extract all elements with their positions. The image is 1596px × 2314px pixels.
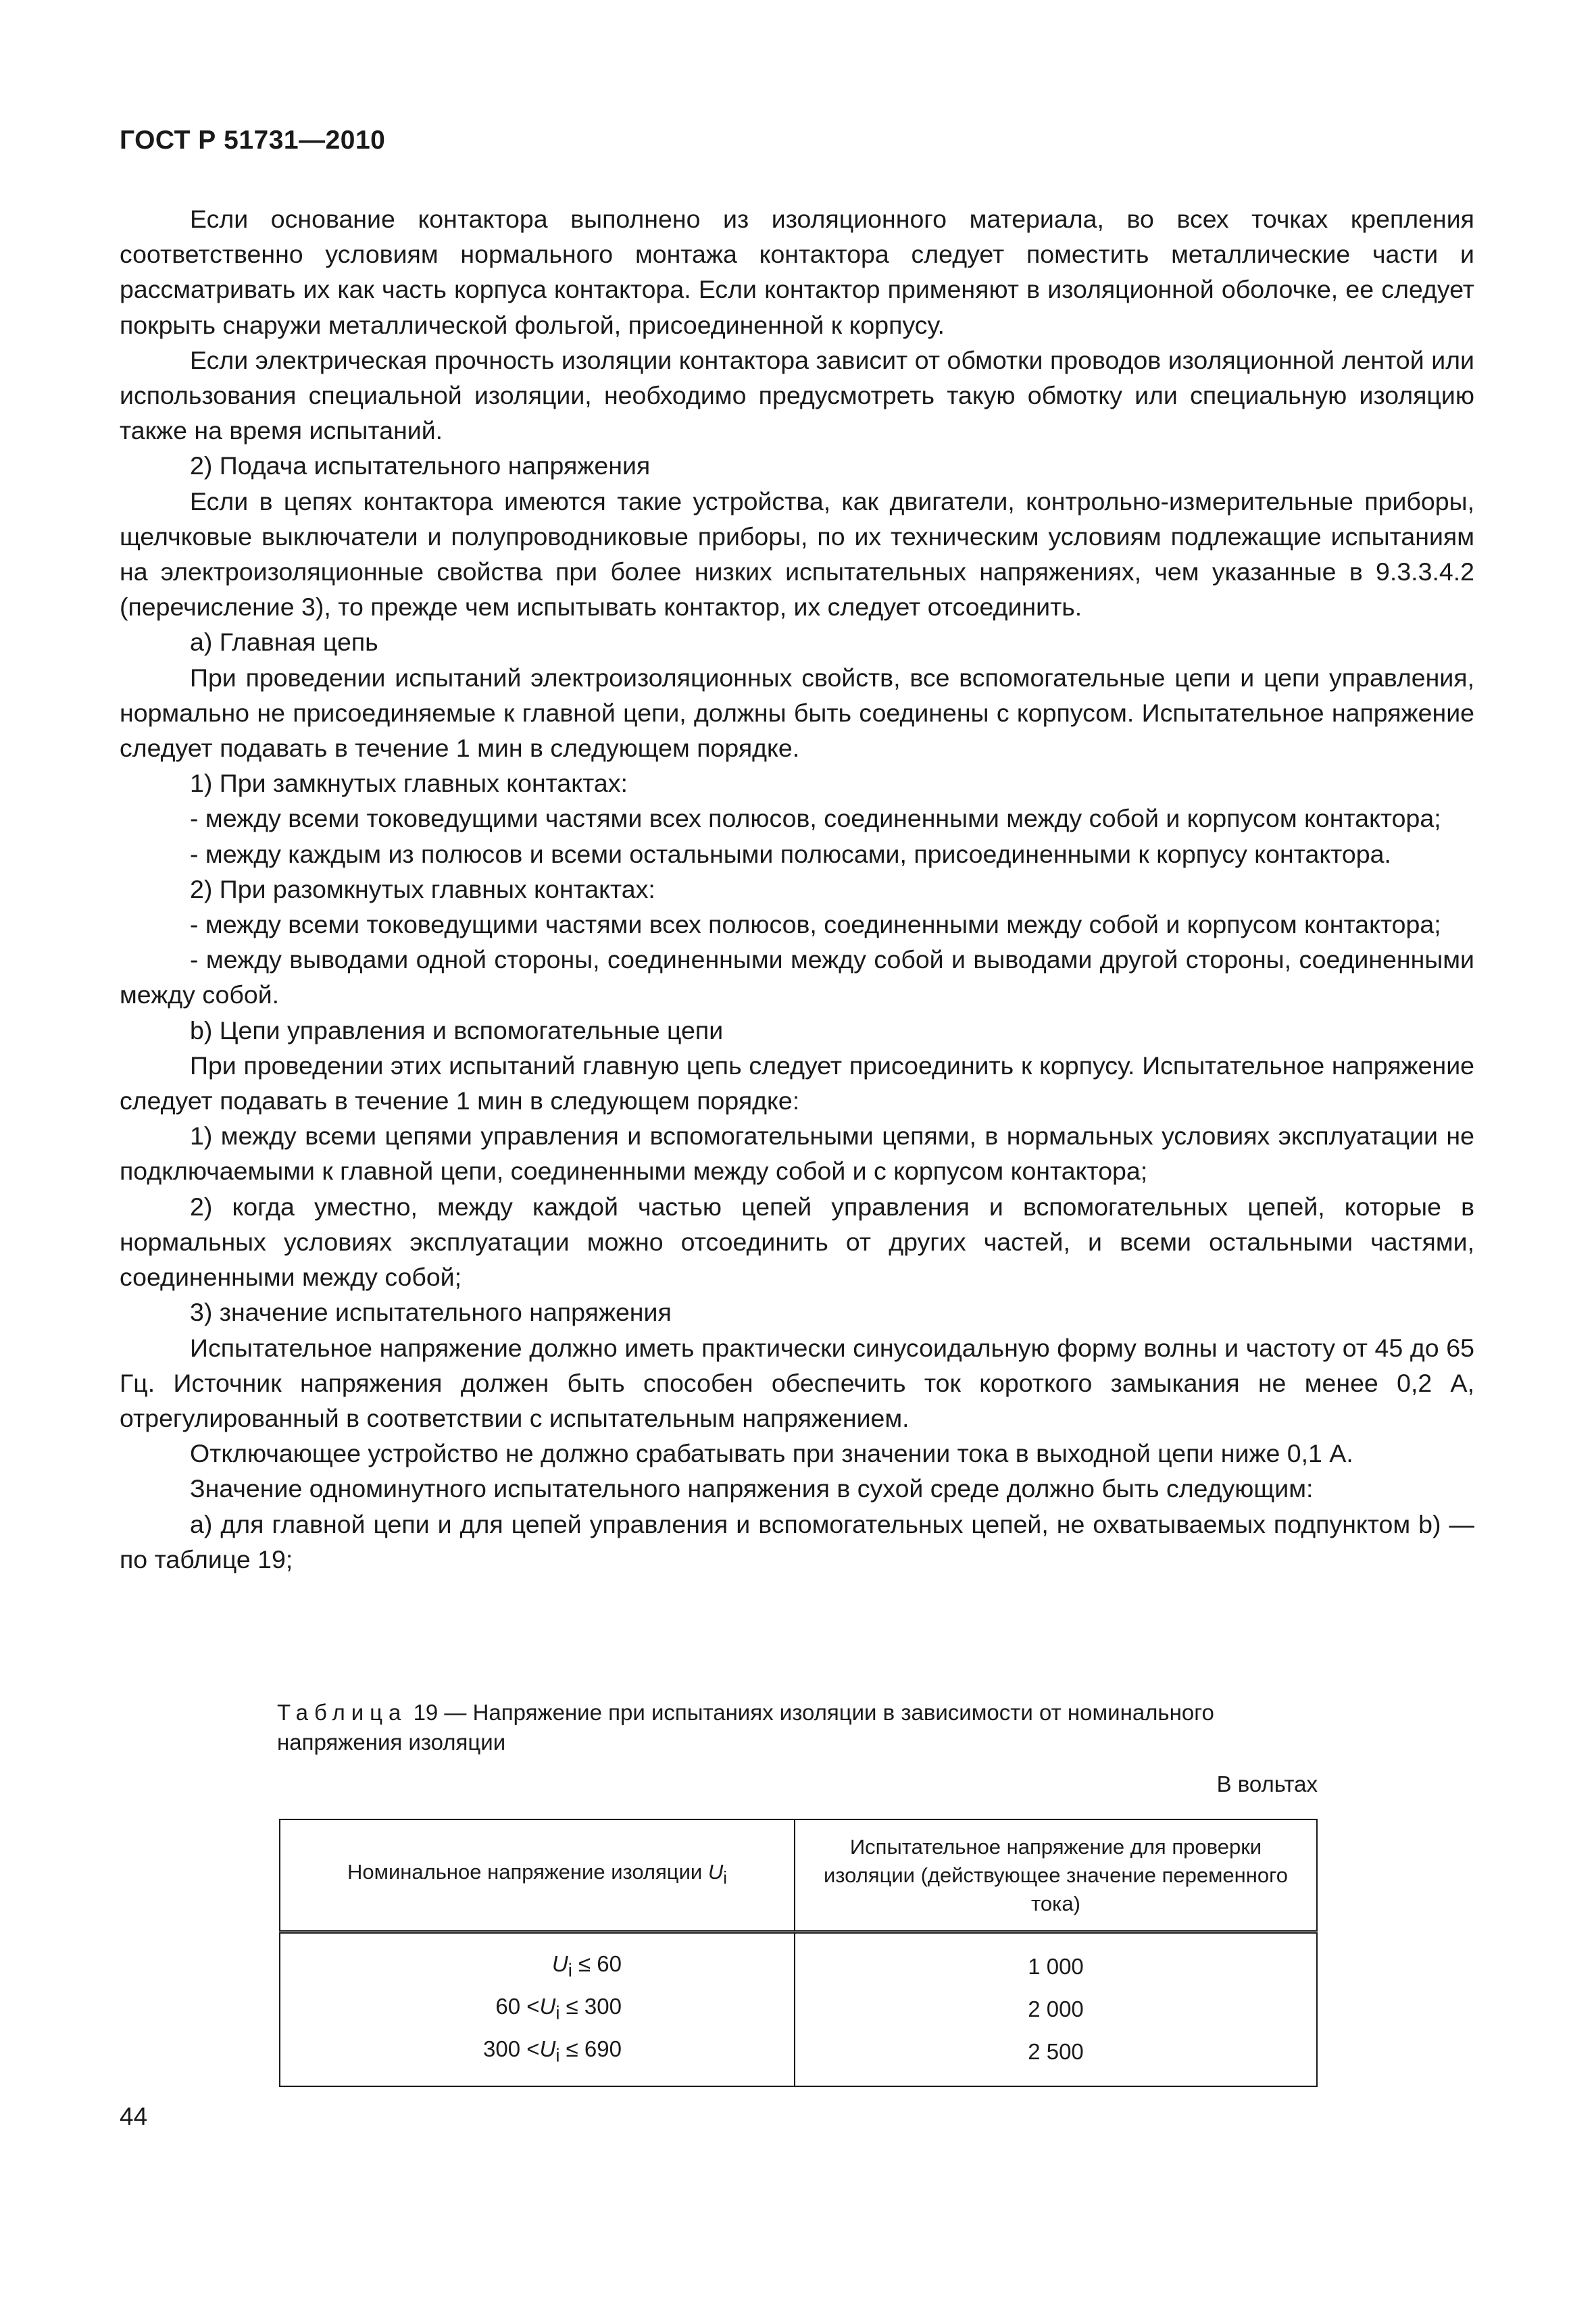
- paragraph: 1) При замкнутых главных контактах:: [190, 769, 628, 798]
- test-voltage-cell: 1 000: [795, 1932, 1317, 1988]
- nominal-voltage-cell: $300 <U_i \le 690$: [280, 2030, 795, 2086]
- voltage-table: [279, 1819, 1318, 2087]
- paragraph: 3) значение испытательного напряжения: [190, 1298, 672, 1327]
- paragraph: - между выводами одной стороны, соединенными между собой и выводами другой стороны, соединенными между собой.: [120, 945, 1474, 1009]
- paragraph: Если в цепях контактора имеются такие устройства, как двигатели, контрольно-измерительные приборы, щелчковые выключатели и полупроводниковые приборы, по их техническим условиям подлежащие испытаниям на электроизоляционные свойства при более низких испытательных напряжениях, чем указанные в 9.3.3.4.2 (перечисление 3), то прежде чем испытывать контактор, их следует отсоединить.: [120, 486, 1474, 622]
- nominal-voltage-cell: $U_i \le 60$: [280, 1932, 795, 1988]
- column-header-nominal-voltage: Номинальное напряжение изоляции $U_i$: [280, 1819, 795, 1932]
- table-caption-text: 19 — Напряжение при испытаниях изоляции в зависимости от номинального напряжения изоляции: [277, 1700, 1214, 1755]
- paragraph: 1) между всеми цепями управления и вспомогательными цепями, в нормальных условиях эксплуатации не подключаемыми к главной цепи, соединенными между собой и с корпусом контактора;: [120, 1122, 1474, 1186]
- paragraph: Отключающее устройство не должно срабатывать при значении тока в выходной цепи ниже 0,1 А.: [190, 1439, 1353, 1468]
- paragraph: Значение одноминутного испытательного напряжения в сухой среде должно быть следующим:: [190, 1474, 1314, 1503]
- paragraph: a) Главная цепь: [190, 628, 378, 657]
- table-units: В вольтах: [1216, 1771, 1318, 1796]
- column-header-test-voltage: Испытательное напряжение для проверки изоляции (действующее значение переменного тока): [795, 1819, 1317, 1932]
- paragraph: - между всеми токоведущими частями всех полюсов, соединенными между собой и корпусом контактора;: [190, 804, 1441, 833]
- paragraph: Если электрическая прочность изоляции контактора зависит от обмотки проводов изоляционной лентой или использования специальной изоляции, необходимо предусмотреть такую обмотку или специальную изоляцию также на время испытаний.: [120, 345, 1474, 445]
- table-row: [280, 2030, 1317, 2086]
- paragraph: При проведении испытаний электроизоляционных свойств, все вспомогательные цепи и цепи управления, нормально не присоединяемые к главной цепи, должны быть соединены с корпусом. Испытательное напряжение следует подавать в течение 1 мин в следующем порядке.: [120, 663, 1474, 763]
- paragraph: При проведении этих испытаний главную цепь следует присоединить к корпусу. Испытательное напряжение следует подавать в течение 1 мин в следующем порядке:: [120, 1051, 1474, 1115]
- paragraph: - между каждым из полюсов и всеми остальными полюсами, присоединенными к корпусу контактора.: [190, 839, 1391, 868]
- paragraph: 2) При разомкнутых главных контактах:: [190, 874, 655, 903]
- nominal-voltage-cell: $60 <U_i \le 300$: [280, 1988, 795, 2030]
- table-row: [280, 1932, 1317, 1988]
- table-caption: [277, 1698, 1318, 1757]
- table-caption-label: Таблица: [277, 1700, 407, 1725]
- paragraph: 2) Подача испытательного напряжения: [190, 451, 651, 480]
- table-header-row: [280, 1819, 1317, 1932]
- paragraph: b) Цепи управления и вспомогательные цепи: [190, 1015, 724, 1045]
- page-number: 44: [120, 2103, 148, 2130]
- paragraph: а) для главной цепи и для цепей управления и вспомогательных цепей, не охватываемых подпунктом b) — по таблице 19;: [120, 1509, 1474, 1574]
- paragraph: 2) когда уместно, между каждой частью цепей управления и вспомогательных цепей, которые в нормальных условиях эксплуатации можно отсоединить от других частей, и всеми остальными частями, соединенными между собой;: [120, 1192, 1474, 1292]
- paragraph: - между всеми токоведущими частями всех полюсов, соединенными между собой и корпусом контактора;: [190, 910, 1441, 939]
- table-row: [280, 1988, 1317, 2030]
- test-voltage-cell: 2 000: [795, 1988, 1317, 2030]
- test-voltage-cell: 2 500: [795, 2030, 1317, 2086]
- body-text: [120, 201, 1474, 1577]
- paragraph: Испытательное напряжение должно иметь практически синусоидальную форму волны и частоту от 45 до 65 Гц. Источник напряжения должен быть способен обеспечить ток короткого замыкания не менее 0,2 А, отрегулированный в соответствии с испытательным напряжением.: [120, 1333, 1474, 1432]
- paragraph: Если основание контактора выполнено из изоляционного материала, во всех точках крепления соответственно условиям нормального монтажа контактора следует поместить металлические части и рассматривать их как часть корпуса контактора. Если контактор применяют в изоляционной оболочке, ее следует покрыть снаружи металлической фольгой, присоединенной к корпусу.: [120, 205, 1474, 339]
- document-header: ГОСТ Р 51731—2010: [120, 126, 386, 155]
